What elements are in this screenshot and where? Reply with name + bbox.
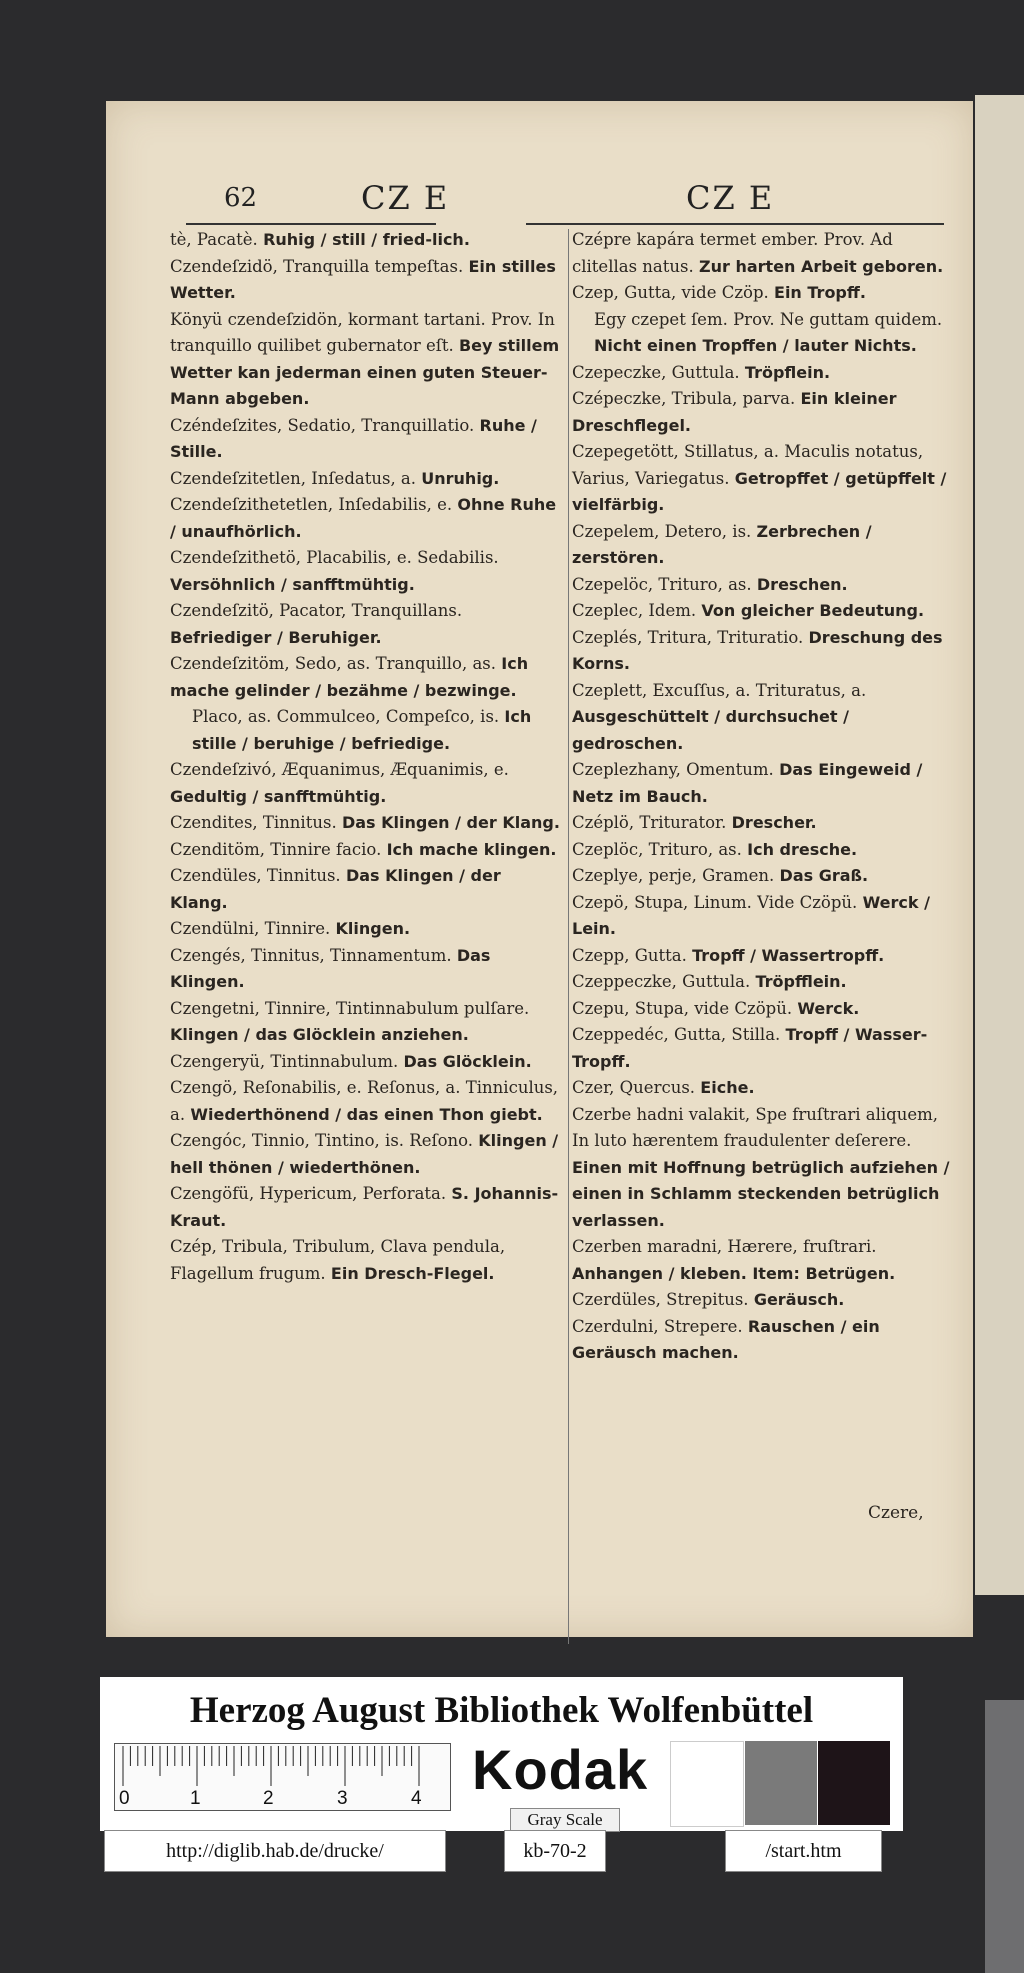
entry-german: Geräusch. xyxy=(753,1290,845,1309)
entry-german: Gedultig / sanfftmühtig. xyxy=(170,786,387,806)
entry-german: Anhangen / kleben. Item: Betrügen. xyxy=(572,1263,896,1283)
entry-german: Ausgeschüttelt / durchsuchet / gedroschen. xyxy=(572,707,849,753)
dictionary-entry xyxy=(572,810,957,837)
entry-latin: Czeplett, Excuſſus, a. Trituratus, a. xyxy=(572,680,867,700)
entry-german: Zur harten Arbeit geboren. xyxy=(698,256,944,276)
entry-german: Werck. xyxy=(797,998,860,1018)
entry-latin: Czendeſzitetlen, Inſedatus, a. xyxy=(170,468,417,488)
entry-latin: Czeplöc, Trituro, as. xyxy=(572,839,742,859)
dictionary-entry xyxy=(572,439,957,519)
dictionary-entry xyxy=(572,969,957,996)
adjacent-page-edge xyxy=(975,95,1024,1595)
dictionary-entry xyxy=(170,1128,560,1181)
entry-german: Ein Dresch-Flegel. xyxy=(330,1263,495,1283)
dictionary-entry xyxy=(170,810,560,837)
entry-german: Rauschen / ein Geräusch machen. xyxy=(572,1316,880,1362)
header-rule-left xyxy=(186,223,436,225)
entry-german: Getropffet / getüpffelt / vielfärbig. xyxy=(572,468,947,514)
dictionary-entry xyxy=(170,492,560,545)
entry-latin: Czepeczke, Guttula. xyxy=(572,362,740,382)
entry-latin: Czepelem, Detero, is. xyxy=(572,521,752,541)
entry-german: Zerbrechen / zerstören. xyxy=(572,521,872,567)
entry-latin: Czendeſzitö, Pacator, Tranquillans. xyxy=(170,601,463,620)
ruler-number: 3 xyxy=(337,1788,348,1809)
dictionary-entry xyxy=(170,466,560,493)
dictionary-entry xyxy=(170,413,560,466)
dictionary-entry xyxy=(170,1075,560,1128)
entry-latin: Czerdüles, Strepitus. xyxy=(572,1290,749,1309)
entry-german: Das Klingen / der Klang. xyxy=(341,813,560,832)
dictionary-entry xyxy=(572,943,957,970)
entry-german: Versöhnlich / sanfftmühtig. xyxy=(170,574,415,594)
entry-german: Bey stillem Wetter kan jederman einen guten Steuer-Mann abgeben. xyxy=(170,336,560,408)
entry-german: Dreschung des Korns. xyxy=(572,627,943,673)
dictionary-entry xyxy=(572,625,957,678)
dictionary-entry xyxy=(170,651,560,704)
entry-latin: Czeplye, perje, Gramen. xyxy=(572,866,775,885)
dictionary-entry xyxy=(170,704,560,757)
entry-german: Drescher. xyxy=(731,813,817,832)
entry-latin: Czéplö, Triturator. xyxy=(572,813,727,832)
ruler-number: 2 xyxy=(263,1788,274,1809)
dictionary-entry xyxy=(572,572,957,599)
entry-german: Ich mache klingen. xyxy=(386,839,557,859)
entry-latin: Czerben maradni, Hærere, fruſtrari. xyxy=(572,1237,877,1256)
entry-latin: Czépeczke, Tribula, parva. xyxy=(572,389,796,408)
dictionary-entry xyxy=(170,757,560,810)
entry-latin: Czeplés, Tritura, Trituratio. xyxy=(572,627,804,647)
entry-german: Das Glöcklein. xyxy=(403,1051,532,1071)
entry-latin: Czeplec, Idem. xyxy=(572,601,697,620)
entry-german: Dreschen. xyxy=(756,574,848,594)
entry-german: Wiederthönend / das einen Thon giebt. xyxy=(190,1104,543,1124)
entry-german: Befriediger / Beruhiger. xyxy=(170,627,382,647)
entry-german: Ein Tropff. xyxy=(774,283,866,302)
entry-latin: Czepö, Stupa, Linum. Vide Czöpü. xyxy=(572,892,858,912)
entry-latin: Czendüles, Tinnitus. xyxy=(170,866,341,885)
entry-german: Klingen / hell thönen / wiederthönen. xyxy=(170,1131,559,1177)
entry-latin: Czengetni, Tinnire, Tintinnabulum pulſare. xyxy=(170,998,530,1018)
ruler-number: 1 xyxy=(190,1788,201,1809)
entry-latin: Czepelöc, Trituro, as. xyxy=(572,574,752,594)
entry-latin: Czepegetött, Stillatus, a. Maculis notatus, Varius, Variegatus. xyxy=(572,442,924,488)
entry-german: Tropff / Wassertropff. xyxy=(692,945,885,965)
entry-latin: Czendeſzivó, Æquanimus, Æquanimis, e. xyxy=(170,760,509,779)
url-left: http://diglib.hab.de/drucke/ xyxy=(104,1830,446,1872)
entry-german: Tröpflein. xyxy=(744,362,831,382)
url-mid: kb-70-2 xyxy=(504,1830,606,1872)
entry-latin: Czendeſzitöm, Sedo, as. Tranquillo, as. xyxy=(170,654,497,673)
entry-german: Eiche. xyxy=(700,1078,755,1097)
ruler-number: 4 xyxy=(411,1788,422,1809)
entry-german: Unruhig. xyxy=(421,468,500,488)
gray-patch-white xyxy=(670,1741,744,1827)
dictionary-entry xyxy=(572,863,957,890)
entry-german: Das Eingeweid / Netz im Bauch. xyxy=(572,760,923,806)
color-target-card xyxy=(100,1677,903,1831)
dictionary-entry xyxy=(170,598,560,651)
dictionary-entry xyxy=(572,360,957,387)
entry-latin: Czengés, Tinnitus, Tinnamentum. xyxy=(170,945,452,965)
dictionary-entry xyxy=(572,1287,957,1314)
dictionary-entry xyxy=(170,863,560,916)
entry-latin: Czengöfü, Hypericum, Perforata. xyxy=(170,1184,447,1203)
entry-german: Einen mit Hoffnung betrüglich aufziehen / einen in Schlamm steckenden betrüglich verlassen. xyxy=(572,1157,950,1230)
gray-scale-label: Gray Scale xyxy=(510,1808,620,1832)
dictionary-entry xyxy=(572,1022,957,1075)
entry-latin: Czengö, Reſonabilis, e. Reſonus, a. Tinniculus, a. xyxy=(170,1078,559,1124)
dictionary-entry xyxy=(170,916,560,943)
dictionary-entry xyxy=(572,598,957,625)
dictionary-entry xyxy=(572,386,957,439)
entry-german: Ruhig / still / fried-lich. xyxy=(263,230,470,249)
entry-german: Ohne Ruhe / unaufhörlich. xyxy=(170,495,557,541)
dictionary-entry xyxy=(170,307,560,413)
dictionary-entry xyxy=(572,757,957,810)
dictionary-entry xyxy=(572,837,957,864)
kodak-logo: Kodak xyxy=(472,1738,649,1801)
entry-latin: Czép, Tribula, Tribulum, Clava pendula, Flagellum frugum. xyxy=(170,1237,506,1283)
entry-german: Klingen / das Glöcklein anziehen. xyxy=(170,1025,469,1044)
entry-latin: Egy czepet ſem. Prov. Ne guttam quidem. xyxy=(594,309,943,329)
entry-german: Das Graß. xyxy=(779,866,869,885)
entry-german: Ein kleiner Dreschflegel. xyxy=(572,389,897,435)
dictionary-entry xyxy=(170,1049,560,1076)
dictionary-entry xyxy=(170,943,560,996)
entry-german: Das Klingen. xyxy=(170,945,491,991)
url-right: /start.htm xyxy=(725,1830,882,1872)
dictionary-entry xyxy=(572,678,957,758)
entry-latin: Czerdulni, Strepere. xyxy=(572,1316,743,1336)
gray-patch-black xyxy=(818,1741,890,1825)
entry-latin: Czendeſzithetö, Placabilis, e. Sedabilis. xyxy=(170,548,499,567)
entry-german: Ich mache gelinder / bezähme / bezwinge. xyxy=(170,654,529,700)
dictionary-entry xyxy=(572,227,957,280)
dictionary-entry xyxy=(170,1234,560,1287)
entry-latin: Czengeryü, Tintinnabulum. xyxy=(170,1051,399,1071)
dictionary-entry xyxy=(170,996,560,1049)
dictionary-entry xyxy=(572,996,957,1023)
book-page xyxy=(106,101,973,1637)
entry-german: Tröpfflein. xyxy=(755,972,847,991)
dictionary-entry xyxy=(572,519,957,572)
header-rule-right xyxy=(526,223,944,225)
entry-latin: Czeplezhany, Omentum. xyxy=(572,760,774,779)
catchword: Czere, xyxy=(868,1503,924,1523)
entry-latin: Czep, Gutta, vide Czöp. xyxy=(572,283,769,302)
dictionary-entry xyxy=(572,1234,957,1287)
entry-latin: Czéndeſzites, Sedatio, Tranquillatio. xyxy=(170,415,475,435)
right-column xyxy=(572,227,957,1367)
dictionary-entry xyxy=(572,1314,957,1367)
column-divider xyxy=(568,229,569,1644)
dictionary-entry xyxy=(572,307,957,360)
entry-german: Werck / Lein. xyxy=(572,892,930,938)
dictionary-entry xyxy=(170,545,560,598)
dictionary-entry xyxy=(572,1075,957,1102)
entry-german: Ich stille / beruhige / befriedige. xyxy=(192,707,532,753)
entry-latin: Czendites, Tinnitus. xyxy=(170,813,337,832)
entry-latin: Czendeſzithetetlen, Inſedabilis, e. xyxy=(170,495,453,514)
ruler-ticks xyxy=(115,1744,450,1788)
entry-latin: Czendeſzidö, Tranquilla tempeſtas. xyxy=(170,256,464,276)
entry-german: S. Johannis-Kraut. xyxy=(170,1184,559,1230)
ruler-number: 0 xyxy=(119,1788,130,1809)
left-column xyxy=(170,227,560,1287)
running-head-left: CZ E xyxy=(361,179,450,217)
entry-latin: Czeppeczke, Guttula. xyxy=(572,972,751,991)
entry-latin: Czendülni, Tinnire. xyxy=(170,919,331,938)
entry-latin: Placo, as. Commulceo, Compeſco, is. xyxy=(192,707,500,726)
entry-latin: Czerbe hadni valakit, Spe fruſtrari aliquem, In luto hærentem fraudulenter deſerere. xyxy=(572,1104,938,1150)
entry-latin: Czer, Quercus. xyxy=(572,1078,696,1097)
dictionary-entry xyxy=(170,254,560,307)
dictionary-entry xyxy=(170,1181,560,1234)
entry-latin: Czépre kapára termet ember. Prov. Ad clitellas natus. xyxy=(572,230,893,276)
gray-patch-mid xyxy=(745,1741,817,1825)
adjacent-page-edge-lower xyxy=(985,1700,1024,1973)
dictionary-entry xyxy=(170,227,560,254)
ruler xyxy=(114,1743,451,1811)
entry-german: Nicht einen Tropffen / lauter Nichts. xyxy=(594,336,917,355)
entry-german: Ruhe / Stille. xyxy=(170,415,537,461)
running-head-right: CZ E xyxy=(686,179,775,217)
dictionary-entry xyxy=(572,280,957,307)
entry-latin: Czepu, Stupa, vide Czöpü. xyxy=(572,998,793,1018)
entry-latin: Czeppedéc, Gutta, Stilla. xyxy=(572,1025,781,1044)
page-number: 62 xyxy=(224,183,258,213)
dictionary-entry xyxy=(572,890,957,943)
dictionary-entry xyxy=(572,1102,957,1235)
entry-latin: Czenditöm, Tinnire facio. xyxy=(170,839,382,859)
entry-german: Von gleicher Bedeutung. xyxy=(701,601,925,620)
entry-latin: Könyü czendeſzidön, kormant tartani. Prov. In tranquillo quilibet gubernator eſt. xyxy=(170,309,555,355)
entry-german: Klingen. xyxy=(335,919,411,938)
entry-german: Tropff / Wasser-Tropff. xyxy=(572,1025,928,1071)
entry-latin: tè, Pacatè. xyxy=(170,230,258,249)
entry-german: Ich dresche. xyxy=(747,839,858,859)
library-title: Herzog August Bibliothek Wolfenbüttel xyxy=(189,1690,814,1731)
entry-latin: Czepp, Gutta. xyxy=(572,945,687,965)
dictionary-entry xyxy=(170,837,560,864)
entry-latin: Czengóc, Tinnio, Tintino, is. Reſono. xyxy=(170,1131,474,1150)
entry-german: Das Klingen / der Klang. xyxy=(170,866,501,912)
entry-german: Ein stilles Wetter. xyxy=(170,256,556,302)
